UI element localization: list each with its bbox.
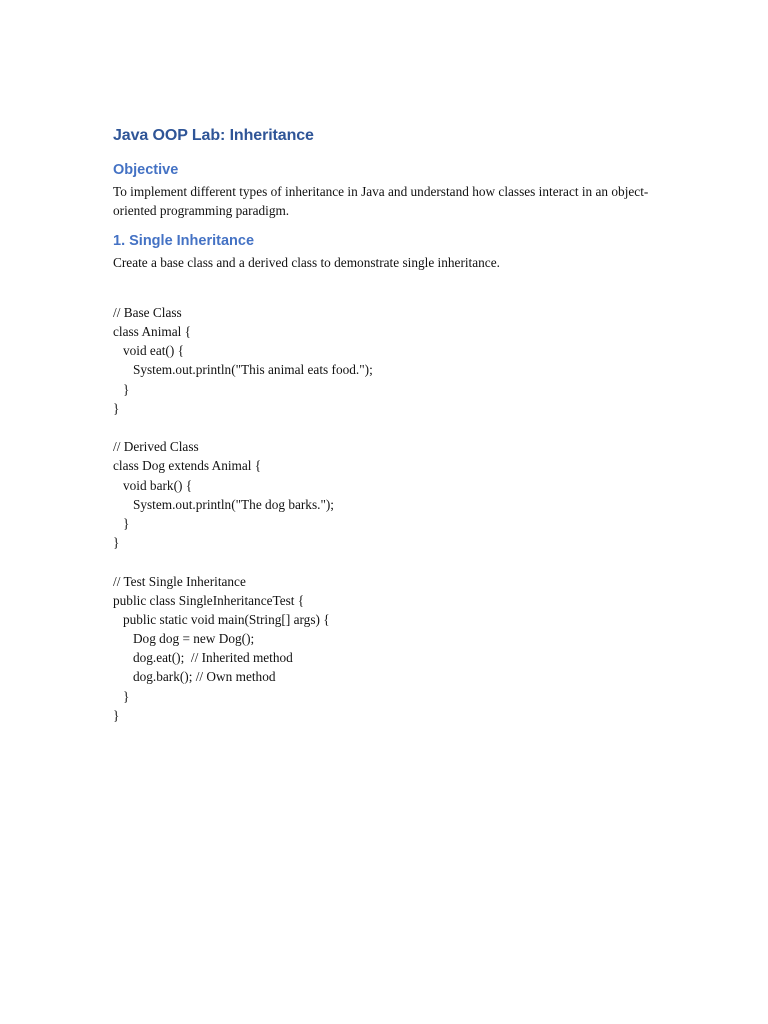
objective-heading: Objective: [113, 162, 179, 178]
code-block: [113, 303, 658, 725]
code-line: System.out.println("This animal eats food.");: [113, 362, 373, 378]
code-line: }: [113, 707, 120, 723]
code-line: // Test Single Inheritance: [113, 573, 246, 589]
code-line: void eat() {: [113, 343, 184, 359]
code-line: }: [113, 381, 130, 397]
code-line: public class SingleInheritanceTest {: [113, 592, 305, 608]
code-line: // Base Class: [113, 304, 182, 320]
code-line: // Derived Class: [113, 439, 199, 455]
code-line: [113, 552, 658, 571]
code-line: System.out.println("The dog barks.");: [113, 496, 334, 512]
code-line: dog.bark(); // Own method: [113, 669, 276, 685]
section1-heading: 1. Single Inheritance: [113, 232, 255, 249]
code-line: }: [113, 535, 120, 551]
code-line: dog.eat(); // Inherited method: [113, 650, 293, 666]
code-line: }: [113, 688, 130, 704]
code-line: }: [113, 515, 130, 531]
code-line: [113, 418, 658, 437]
document-page: [113, 122, 658, 725]
code-line: public static void main(String[] args) {: [113, 611, 330, 627]
objective-text: To implement different types of inheritance in Java and understand how classes interact in an object-oriented programming paradigm.: [113, 184, 649, 219]
code-line: class Dog extends Animal {: [113, 458, 262, 474]
document-title: Java OOP Lab: Inheritance: [113, 127, 314, 144]
section1-text: Create a base class and a derived class to demonstrate single inheritance.: [113, 254, 500, 270]
code-line: class Animal {: [113, 324, 192, 340]
code-line: }: [113, 400, 120, 416]
code-line: Dog dog = new Dog();: [113, 631, 255, 647]
code-line: void bark() {: [113, 477, 193, 493]
